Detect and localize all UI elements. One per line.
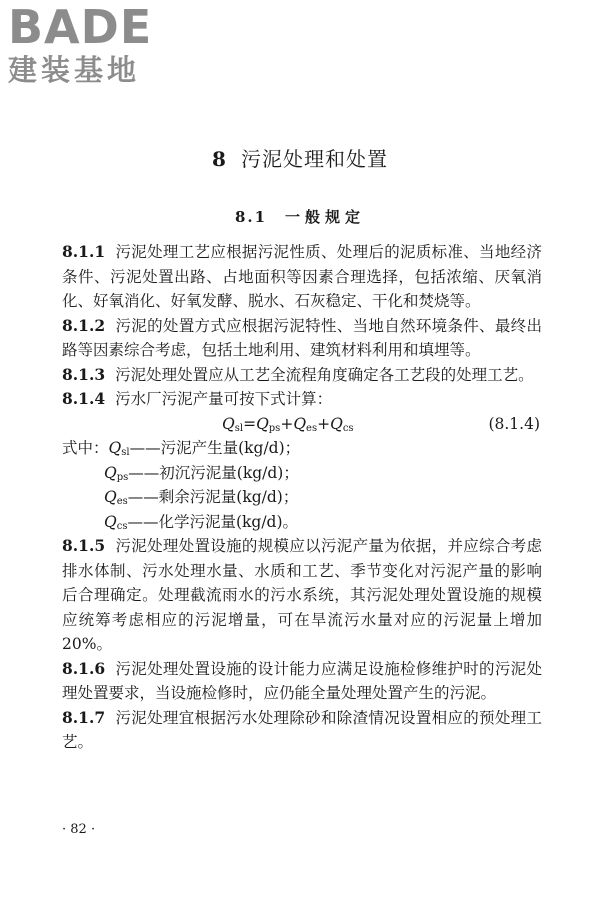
- formula-lhs-sub: sl: [234, 422, 244, 434]
- definition-row: [62, 510, 542, 535]
- definition-text: 剩余污泥量(kg/d)；: [158, 488, 299, 506]
- formula-term: Q: [330, 414, 343, 433]
- chapter-number: 8: [212, 147, 227, 171]
- clause-text: 污水厂污泥产量可按下式计算：: [115, 390, 333, 408]
- formula-term: Q: [256, 414, 269, 433]
- formula-plus: +: [280, 414, 294, 433]
- section-heading: [0, 206, 600, 227]
- clause-8-1-3: [62, 363, 542, 388]
- definition-symbol: Q: [108, 439, 122, 457]
- definition-dash: ——: [129, 439, 161, 457]
- formula-equals: =: [243, 414, 257, 433]
- clause-text: 污泥处理处置设施的规模应以污泥产量为依据，并应综合考虑排水体制、污水处理水量、水质和工艺、季节变化对污泥产量的影响后合理确定。处理截流雨水的污水系统，其污泥处理处置设施的规模应统筹考虑相应的污泥增量，可在旱流污水量对应的污泥量上增加20%。: [62, 537, 542, 653]
- definition-symbol-sub: ps: [116, 471, 129, 483]
- definition-dash: ——: [127, 512, 159, 531]
- logo-subtitle: 建装基地: [8, 53, 141, 87]
- definition-row: [62, 461, 542, 486]
- formula-term-sub: ps: [268, 422, 281, 434]
- definition-symbol-sub: cs: [116, 520, 128, 532]
- clause-text: 污泥处理工艺应根据污泥性质、处理后的泥质标准、当地经济条件、污泥处置出路、占地面积等因素合理选择，包括浓缩、厌氧消化、好氧消化、好氧发酵、脱水、石灰稳定、干化和焚烧等。: [62, 243, 542, 310]
- definitions-prefix: 式中：: [62, 439, 109, 457]
- clause-8-1-7: [62, 706, 542, 755]
- definition-symbol: Q: [104, 488, 117, 506]
- definition-text: 初沉污泥量(kg/d)；: [159, 463, 299, 482]
- clause-text: 污泥处理处置设施的设计能力应满足设施检修维护时的污泥处理处置要求，当设施检修时，应仍能全量处理处置产生的污泥。: [62, 659, 542, 702]
- chapter-title: 污泥处理和处置: [240, 147, 388, 171]
- definition-dash: ——: [128, 463, 160, 482]
- clause-number: 8.1.7: [62, 707, 106, 727]
- formula: [62, 412, 542, 437]
- definition-symbol-sub: sl: [121, 447, 130, 458]
- clause-number: 8.1.6: [62, 658, 106, 678]
- page-number: · 82 ·: [62, 822, 96, 837]
- clause-8-1-5: [62, 534, 542, 657]
- logo-wordmark: BADE: [8, 0, 153, 54]
- definition-dash: ——: [127, 488, 159, 506]
- definition-text: 化学污泥量(kg/d)。: [158, 512, 299, 531]
- definition-text: 污泥产生量(kg/d)；: [160, 439, 301, 457]
- definition-row: [62, 485, 542, 510]
- clause-number: 8.1.3: [62, 364, 106, 384]
- clause-8-1-6: [62, 657, 542, 706]
- clause-text: 污泥的处置方式应根据污泥特性、当地自然环境条件、最终出路等因素综合考虑，包括土地利用、建筑材料利用和填埋等。: [62, 316, 542, 359]
- formula-term-sub: cs: [342, 422, 354, 434]
- page-body: [62, 240, 542, 755]
- chapter-heading: [0, 143, 600, 172]
- formula-term: Q: [293, 414, 307, 433]
- clause-8-1-4: [62, 387, 542, 412]
- formula-lhs: Q: [222, 414, 235, 433]
- clause-number: 8.1.2: [62, 315, 106, 335]
- clause-number: 8.1.1: [62, 242, 106, 261]
- formula-plus: +: [317, 414, 331, 433]
- formula-term-sub: es: [306, 422, 318, 434]
- clause-text: 污泥处理宜根据污水处理除砂和除渣情况设置相应的预处理工艺。: [62, 708, 542, 751]
- formula-definitions: [62, 436, 542, 534]
- section-title: 一般规定: [285, 208, 366, 226]
- clause-text: 污泥处理处置应从工艺全流程角度确定各工艺段的处理工艺。: [115, 365, 534, 384]
- section-number: 8.1: [234, 208, 268, 226]
- clause-8-1-1: [62, 240, 542, 314]
- clause-8-1-2: [62, 314, 542, 363]
- formula-expression: [222, 412, 354, 442]
- logo: [8, 0, 178, 87]
- definition-symbol: Q: [104, 512, 117, 531]
- formula-number: (8.1.4): [488, 414, 540, 433]
- definition-symbol: Q: [104, 463, 117, 482]
- clause-number: 8.1.4: [62, 389, 106, 408]
- definition-symbol-sub: es: [116, 496, 128, 507]
- clause-number: 8.1.5: [62, 536, 106, 555]
